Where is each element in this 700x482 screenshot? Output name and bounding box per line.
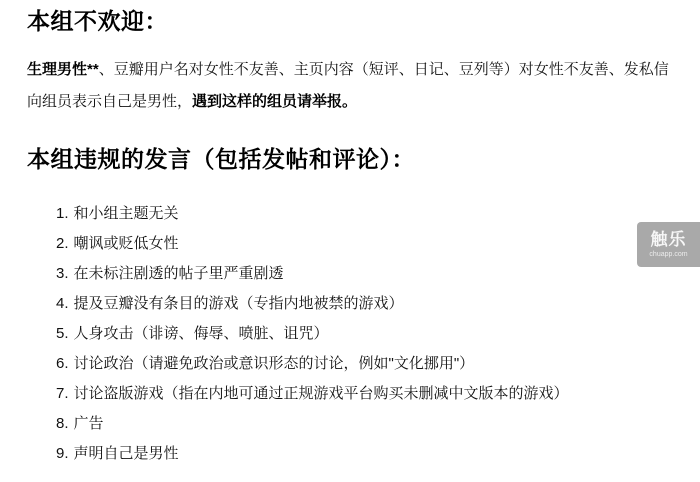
list-item-number: 9.: [56, 445, 69, 462]
unwelcome-paragraph: [27, 54, 677, 118]
list-item-number: 1.: [56, 205, 69, 222]
list-item: [56, 289, 569, 319]
list-item: [56, 199, 569, 229]
list-item: [56, 409, 569, 439]
list-item: [56, 379, 569, 409]
list-item-text: 在未标注剧透的帖子里严重剧透: [73, 265, 284, 282]
section-title-unwelcome: 本组不欢迎：: [27, 8, 168, 34]
list-item-text: 提及豆瓣没有条目的游戏（专指内地被禁的游戏）: [73, 295, 404, 312]
list-item-number: 3.: [56, 265, 69, 282]
violation-rules-list: [0, 199, 569, 469]
paragraph-body: 、豆瓣用户名对女性不友善、主页内容（短评、日记、豆列等）对女性不友善、发私信向组员表示自己是男性，: [27, 61, 669, 110]
paragraph-strong-lead: 生理男性**: [27, 61, 99, 78]
list-item-text: 嘲讽或贬低女性: [73, 235, 179, 252]
chuapp-site-url: chuapp.com: [649, 250, 688, 258]
section-title-violations: 本组违规的发言（包括发帖和评论）：: [27, 146, 415, 172]
list-item: [56, 229, 569, 259]
list-item-text: 人身攻击（诽谤、侮辱、喷脏、诅咒）: [73, 325, 329, 342]
list-item-number: 2.: [56, 235, 69, 252]
list-item: [56, 439, 569, 469]
list-item-text: 讨论盗版游戏（指在内地可通过正规游戏平台购买未删减中文版本的游戏）: [73, 385, 569, 402]
list-item-text: 声明自己是男性: [73, 445, 179, 462]
chuapp-logo: 触乐: [650, 229, 687, 249]
list-item-number: 4.: [56, 295, 69, 312]
list-item-text: 讨论政治（请避免政治或意识形态的讨论，例如"文化挪用"）: [73, 355, 475, 372]
list-item: [56, 349, 569, 379]
list-item-text: 和小组主题无关: [73, 205, 179, 222]
list-item-number: 6.: [56, 355, 69, 372]
paragraph-strong-tail: 遇到这样的组员请举报。: [192, 93, 358, 110]
list-item: [56, 319, 569, 349]
list-item-number: 5.: [56, 325, 69, 342]
list-item-number: 7.: [56, 385, 69, 402]
chuapp-watermark-badge: [637, 222, 700, 267]
list-item-text: 广告: [73, 415, 104, 432]
list-item-number: 8.: [56, 415, 69, 432]
list-item: [56, 259, 569, 289]
